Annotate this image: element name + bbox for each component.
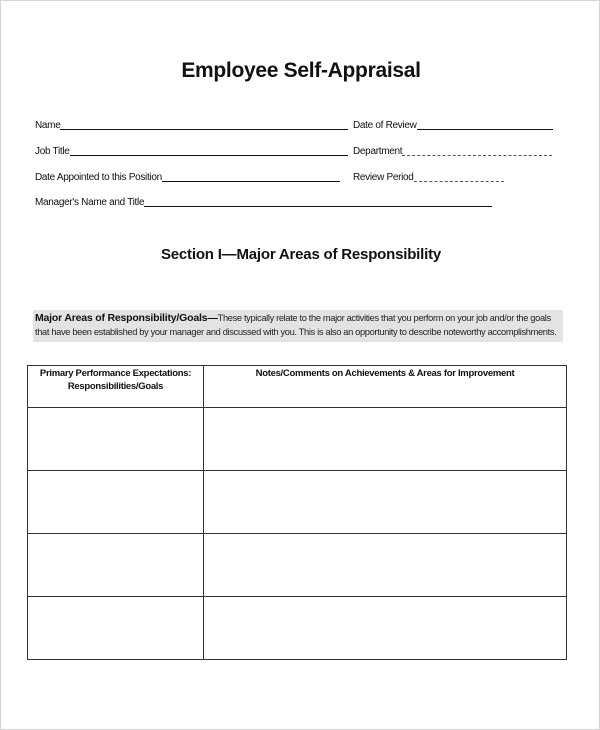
table-row: [28, 408, 567, 471]
manager-field[interactable]: [35, 194, 492, 208]
review-period-label: Review Period: [353, 172, 414, 183]
manager-label: Manager's Name and Title: [35, 197, 145, 208]
department-field[interactable]: [353, 143, 552, 157]
job-title-field[interactable]: [35, 143, 348, 157]
date-appointed-label: Date Appointed to this Position: [35, 172, 162, 183]
header-expectations: Primary Performance Expectations: Responsibilities/Goals: [28, 366, 204, 408]
review-period-input-line[interactable]: [414, 181, 504, 182]
table-header-row: [28, 366, 567, 408]
job-title-input-line[interactable]: [70, 155, 348, 156]
section-intro: [33, 310, 563, 342]
date-appointed-input-line[interactable]: [162, 181, 340, 182]
section-title: Section I—Major Areas of Responsibility: [160, 246, 442, 263]
header-notes: Notes/Comments on Achievements & Areas for Improvement: [204, 366, 567, 408]
department-input-line[interactable]: [402, 155, 552, 156]
manager-input-line[interactable]: [144, 206, 492, 207]
notes-cell[interactable]: [204, 534, 567, 597]
expectation-cell[interactable]: [28, 534, 204, 597]
expectation-cell[interactable]: [28, 471, 204, 534]
job-title-label: Job Title: [35, 146, 70, 157]
table-row: [28, 534, 567, 597]
section-intro-bold: Major Areas of Responsibility/Goals—: [35, 312, 218, 324]
name-input-line[interactable]: [60, 129, 348, 130]
responsibilities-table: [27, 365, 567, 660]
date-of-review-label: Date of Review: [353, 120, 417, 131]
review-period-field[interactable]: [353, 169, 504, 183]
section-intro-text: These typically relate to the major activities that you perform on your job and/or the goals that have been established by your manager and discussed with you. This is also an opportunity to describe noteworthy accomplishments.: [35, 313, 557, 337]
table-row: [28, 597, 567, 660]
expectation-cell[interactable]: [28, 597, 204, 660]
notes-cell[interactable]: [204, 408, 567, 471]
date-of-review-field[interactable]: [353, 117, 553, 131]
date-appointed-field[interactable]: [35, 169, 340, 183]
date-of-review-input-line[interactable]: [417, 129, 553, 130]
name-label: Name: [35, 120, 61, 131]
expectation-cell[interactable]: [28, 408, 204, 471]
document-title: Employee Self-Appraisal: [181, 59, 421, 82]
name-field[interactable]: [35, 117, 348, 131]
notes-cell[interactable]: [204, 471, 567, 534]
notes-cell[interactable]: [204, 597, 567, 660]
department-label: Department: [353, 146, 403, 157]
table-row: [28, 471, 567, 534]
